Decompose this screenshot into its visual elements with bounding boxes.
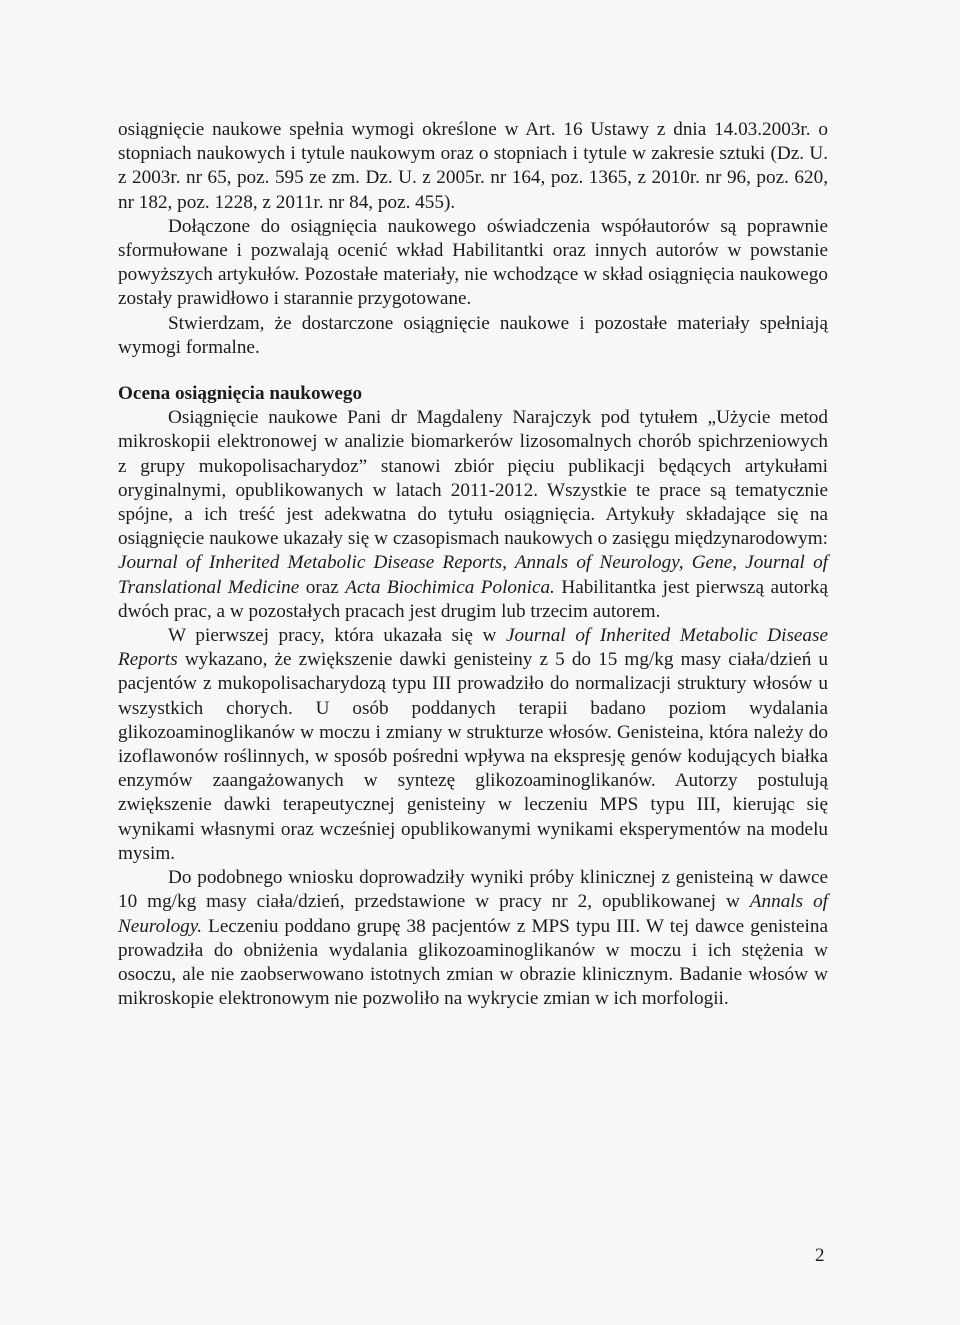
text-run: Do podobnego wniosku doprowadziły wyniki próby klinicznej z genisteiną w dawce 10 mg/kg masy ciała/dzień, przedstawione w pracy nr 2, opublikowanej w xyxy=(118,867,828,913)
paragraph-legal-basis: osiągnięcie naukowe spełnia wymogi określone w Art. 16 Ustawy z dnia 14.03.2003r. o stopniach naukowych i tytule naukowym oraz o stopniach i tytule w zakresie sztuki (Dz. U. z 2003r. nr 65, poz. 595 ze zm. Dz. U. z 2005r. nr 164, poz. 1365, z 2010r. nr 96, poz. 620, nr 182, poz. 1228, z 2011r. nr 84, poz. 455). xyxy=(118,119,828,213)
body-text xyxy=(118,118,828,1011)
journal-names: Journal of Inherited Metabolic Disease Reports, Annals of Neurology, Gene, Journal of Translational Medicine xyxy=(118,552,828,598)
text-run: Osiągnięcie naukowe Pani dr Magdaleny Narajczyk pod tytułem „Użycie metod mikroskopii elektronowej w analizie biomarkerów lizosomalnych chorób spichrzeniowych z grupy mukopolisacharydoz” stanowi zbiór pięciu publikacji będących artykułami oryginalnymi, opublikowanych w latach 2011-2012. Wszystkie te prace są tematycznie spójne, a ich treść jest adekwatna do tytułu osiągnięcia. Artykuły składające się na osiągnięcie naukowe ukazały się w czasopismach naukowych o zasięgu międzynarodowym: xyxy=(118,407,828,550)
page-number: 2 xyxy=(815,1245,825,1266)
text-run: oraz xyxy=(299,576,346,598)
paragraph-formal-requirements: Stwierdzam, że dostarczone osiągnięcie naukowe i pozostałe materiały spełniają wymogi formalne. xyxy=(118,312,828,358)
paragraph-second-paper xyxy=(118,866,828,1011)
paragraph-coauthor-statements: Dołączone do osiągnięcia naukowego oświadczenia współautorów są poprawnie sformułowane i pozwalają ocenić wkład Habilitantki oraz innych autorów w powstanie powyższych artykułów. Pozostałe materiały, nie wchodzące w skład osiągnięcia naukowego zostały prawidłowo i starannie przygotowane. xyxy=(118,215,828,310)
text-run: wykazano, że zwiększenie dawki genisteiny z 5 do 15 mg/kg masy ciała/dzień u pacjentów z mukopolisacharydozą typu III prowadziło do normalizacji struktury włosów u wszystkich chorych. U osób poddanych terapii badano poziom wydalania glikozoaminoglikanów w moczu i zmiany w strukturze włosów. Genisteina, która należy do izoflawonów roślinnych, w sposób pośredni wpływa na ekspresję genów kodujących białka enzymów zaangażowanych w syntezę glikozoaminoglikanów. Autorzy postulują zwiększenie dawki terapeutycznej genisteiny w leczeniu MPS typu III, kierując się wynikami własnymi oraz wcześniej opublikowanymi wynikami eksperymentów na modelu mysim. xyxy=(118,649,828,864)
journal-name: Annals of Neurology. xyxy=(118,891,828,937)
journal-name: Acta Biochimica Polonica. xyxy=(345,576,555,598)
section-heading: Ocena osiągnięcia naukowego xyxy=(118,383,363,405)
text-run: Leczeniu poddano grupę 38 pacjentów z MPS typu III. W tej dawce genisteina prowadziła do obniżenia wydalania glikozoaminoglikanów w moczu i ich stężenia w osoczu, ale nie zaobserwowano istotnych zmian w obrazie klinicznym. Badanie włosów w mikroskopie elektronowym nie pozwoliło na wykrycie zmian w ich morfologii. xyxy=(118,915,828,1010)
paragraph-first-paper xyxy=(118,624,828,866)
journal-name: Journal of Inherited Metabolic Disease Reports xyxy=(118,625,829,671)
text-run: W pierwszej pracy, która ukazała się w xyxy=(168,625,507,647)
text-run: Habilitantka jest pierwszą autorką dwóch prac, a w pozostałych pracach jest drugim lub trzecim autorem. xyxy=(118,576,828,622)
paragraph-achievement-overview xyxy=(118,406,828,624)
